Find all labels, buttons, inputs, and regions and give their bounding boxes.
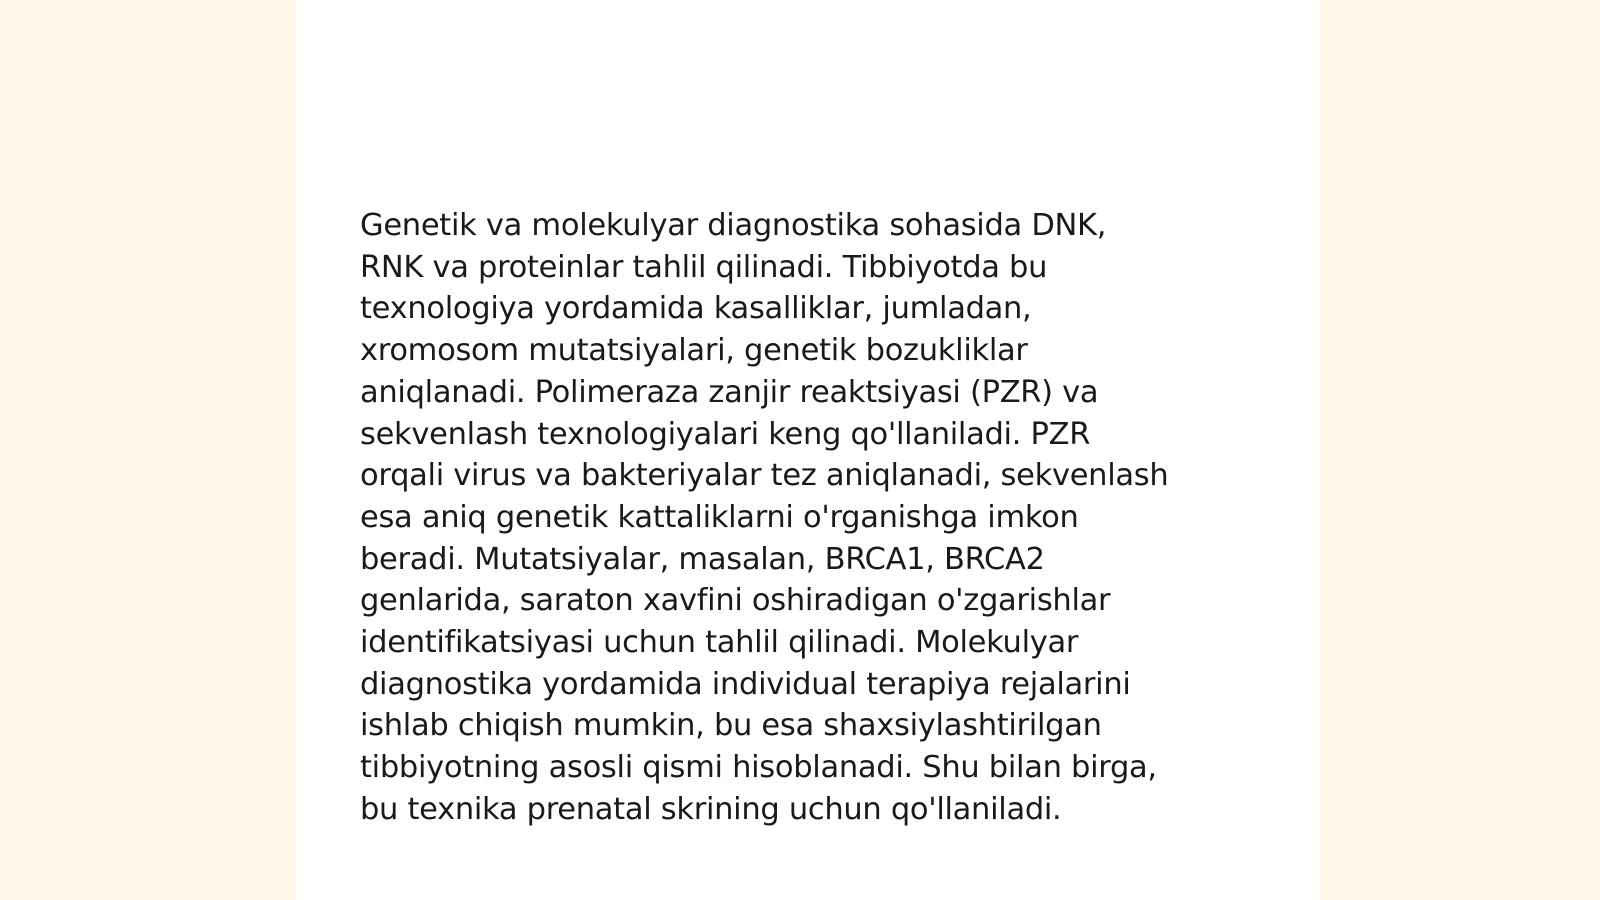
paragraph-line: orqali virus va bakteriyalar tez aniqlanadi, sekvenlash [360, 458, 1169, 494]
paragraph-line: genlarida, saraton xavfini oshiradigan o'zgarishlar [360, 583, 1111, 619]
paragraph-line: diagnostika yordamida individual terapiya rejalarini [360, 666, 1131, 702]
paragraph-line: bu texnika prenatal skrining uchun qo'llaniladi. [360, 791, 1062, 827]
paragraph-line: ishlab chiqish mumkin, bu esa shaxsiylashtirilgan [360, 708, 1102, 744]
paragraph-line: esa aniq genetik kattaliklarni o'rganishga imkon [360, 499, 1079, 535]
paragraph-line: RNK va proteinlar tahlil qilinadi. Tibbiyotda bu [360, 249, 1048, 285]
paragraph-line: tibbiyotning asosli qismi hisoblanadi. Shu bilan birga, [360, 750, 1157, 786]
paragraph-line: sekvenlash texnologiyalari keng qo'llaniladi. PZR [360, 416, 1091, 452]
document-page [296, 0, 1320, 900]
paragraph-line: texnologiya yordamida kasalliklar, jumladan, [360, 291, 1032, 327]
paragraph-line: Genetik va molekulyar diagnostika sohasida DNK, [360, 208, 1107, 243]
paragraph-line: beradi. Mutatsiyalar, masalan, BRCA1, BRCA2 [360, 541, 1045, 577]
paragraph-line: xromosom mutatsiyalari, genetik bozukliklar [360, 333, 1028, 369]
paragraph-line: aniqlanadi. Polimeraza zanjir reaktsiyasi (PZR) va [360, 374, 1099, 410]
paragraph-line: identifikatsiyasi uchun tahlil qilinadi. Molekulyar [360, 625, 1079, 661]
body-paragraph [360, 205, 1240, 831]
